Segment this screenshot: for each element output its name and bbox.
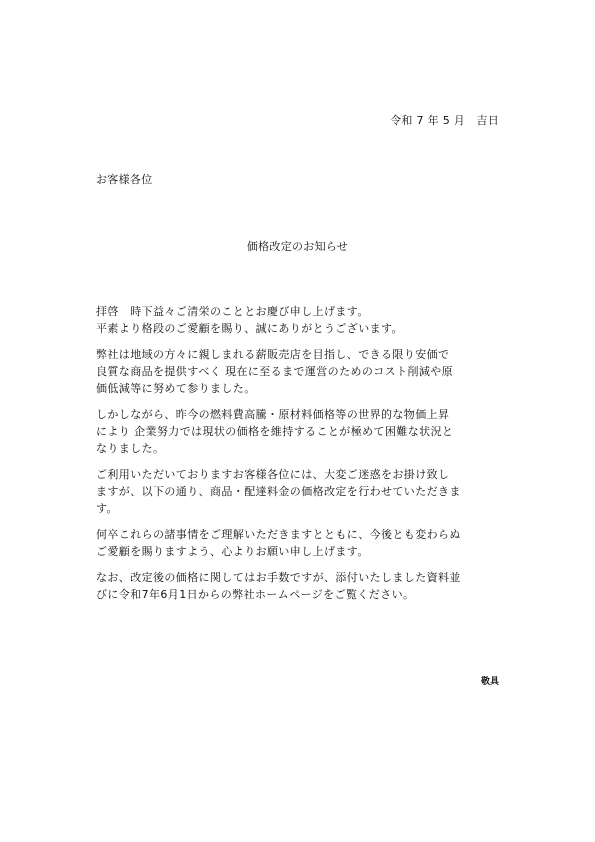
paragraph-company-efforts [96,346,516,397]
paragraph-price-rise-reason [96,406,516,457]
body-line: ますが、以下の通り、商品・配達料金の価格改定を行わせていただきま [96,485,461,498]
letter-title: 価格改定のお知らせ [246,240,349,253]
letter-date: 令和 7 年 5 月 吉日 [390,114,499,127]
paragraph-greeting [96,303,516,337]
body-line: 何卒これらの諸事情をご理解いただきますとともに、今後とも変わらぬ [96,528,461,541]
addressee: お客様各位 [96,173,153,186]
letter-body [96,303,516,612]
body-line: 弊社は地域の方々に親しまれる薪販売店を目指し、できる限り安価で [96,348,450,361]
paragraph-price-revision [96,466,516,517]
body-line: なりました。 [96,442,165,455]
body-line: 平素より格段のご愛顧を賜り、誠にありがとうございます。 [96,322,403,335]
body-line: ご愛顧を賜りますよう、心よりお願い申し上げます。 [96,545,369,558]
closing-keigu: 敬具 [480,677,499,687]
body-line: なお、改定後の価格に関してはお手数ですが、添付いたしました資料並 [96,571,461,584]
paragraph-reference [96,569,516,603]
body-line: ご利用いただいておりますお客様各位には、大変ご迷惑をお掛け致し [96,468,450,481]
body-line: しかしながら、昨今の燃料費高騰・原材料価格等の世界的な物価上昇 [96,408,450,421]
body-line: す。 [96,502,118,515]
paragraph-request [96,526,516,560]
body-line: びに令和7年6月1日からの弊社ホームページをご覧ください。 [96,588,415,601]
body-line: 価低減等に努めて参りました。 [96,382,256,395]
body-line: により 企業努力では現状の価格を維持することが極めて困難な状況と [96,425,454,438]
body-line: 拝啓 時下益々ご清栄のこととお慶び申し上げます。 [96,305,369,318]
body-line: 良質な商品を提供すべく 現在に至るまで運営のためのコスト削減や原 [96,365,454,378]
